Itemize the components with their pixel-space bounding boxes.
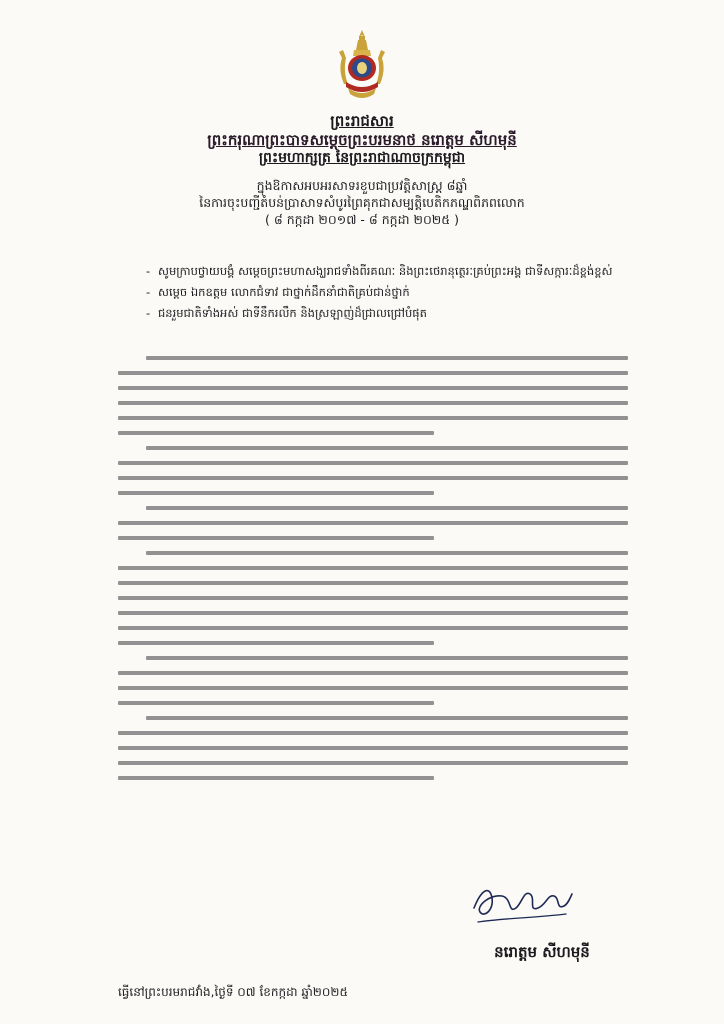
letter-title-block (0, 112, 724, 229)
text-line-placeholder (118, 371, 628, 375)
occasion-line-2: នៃការចុះបញ្ជីតំបន់ប្រាសាទសំបូរព្រៃគុកជាសម្បត្តិបេតិកភណ្ឌពិភពលោក (199, 195, 525, 211)
text-line-placeholder (118, 686, 628, 690)
text-line-placeholder (118, 731, 628, 735)
text-line-placeholder (118, 521, 628, 525)
text-line-placeholder (118, 671, 628, 675)
letter-type-heading: ព្រះរាជសារ (330, 112, 394, 130)
letter-body (118, 350, 628, 791)
salutation-item: - ជនរួមជាតិទាំងអស់ ជាទីនឹករលឹក និងស្រឡាញ់ដ៏ជ្រាលជ្រៅបំផុត (146, 305, 616, 322)
place-and-date-line: ធ្វើនៅព្រះបរមរាជវាំង,ថ្ងៃទី ០៧ ខែកក្កដា ឆ្នាំ២០២៥ (118, 985, 348, 999)
text-line-placeholder (118, 641, 434, 645)
text-line-placeholder (118, 491, 434, 495)
text-line-placeholder (118, 701, 434, 705)
occasion-dates: ( ៨ កក្កដា ២០១៧ - ៨ កក្កដា ២០២៥ ) (265, 212, 459, 228)
text-line-placeholder (118, 746, 628, 750)
body-paragraph-5 (118, 656, 628, 705)
royal-coat-of-arms-icon (334, 28, 390, 104)
body-paragraph-6 (118, 716, 628, 780)
salutation-item: - សម្តេច ឯកឧត្តម លោកជំទាវ ជាថ្នាក់ដឹកនាំជាតិគ្រប់ជាន់ថ្នាក់ (146, 284, 616, 301)
text-line-placeholder (146, 506, 628, 510)
text-line-placeholder (146, 356, 628, 360)
text-line-placeholder (146, 446, 628, 450)
occasion-subtitle (0, 178, 724, 229)
royal-office-heading: ព្រះមហាក្សត្រ នៃព្រះរាជាណាចក្រកម្ពុជា (258, 150, 466, 167)
text-line-placeholder (118, 416, 628, 420)
signatory-name: នរោត្តម សីហមុនី (494, 943, 590, 961)
text-line-placeholder (118, 581, 628, 585)
handwritten-signature (468, 868, 576, 934)
text-line-placeholder (118, 401, 628, 405)
text-line-placeholder (118, 566, 628, 570)
text-line-placeholder (118, 386, 628, 390)
body-paragraph-4 (118, 551, 628, 645)
text-line-placeholder (118, 611, 628, 615)
text-line-placeholder (118, 536, 434, 540)
text-line-placeholder (118, 776, 434, 780)
text-line-placeholder (146, 551, 628, 555)
salutation-list (146, 263, 616, 326)
body-paragraph-2 (118, 446, 628, 495)
text-line-placeholder (118, 596, 628, 600)
royal-title-heading: ព្រះករុណាព្រះបាទសម្តេចព្រះបរមនាថ នរោត្តម សីហមុនី (207, 131, 517, 150)
text-line-placeholder (118, 461, 628, 465)
text-line-placeholder (146, 716, 628, 720)
body-paragraph-1 (118, 356, 628, 435)
text-line-placeholder (118, 431, 434, 435)
body-paragraph-3 (118, 506, 628, 540)
text-line-placeholder (118, 476, 628, 480)
occasion-line-1: ក្នុងឱកាសអបអរសាទរខួបជាប្រវត្តិសាស្ត្រ ៨ឆ្នាំ (256, 178, 468, 194)
text-line-placeholder (118, 761, 628, 765)
text-line-placeholder (118, 626, 628, 630)
salutation-item: - សូមក្រាបថ្វាយបង្គំ សម្តេចព្រះមហាសង្ឃរាជទាំងពីរគណៈ និងព្រះថេរានុត្ថេរៈគ្រប់ព្រះអង្គ ជាទីសក្ការៈដ៏ខ្ពង់ខ្ពស់ (146, 263, 616, 280)
text-line-placeholder (146, 656, 628, 660)
